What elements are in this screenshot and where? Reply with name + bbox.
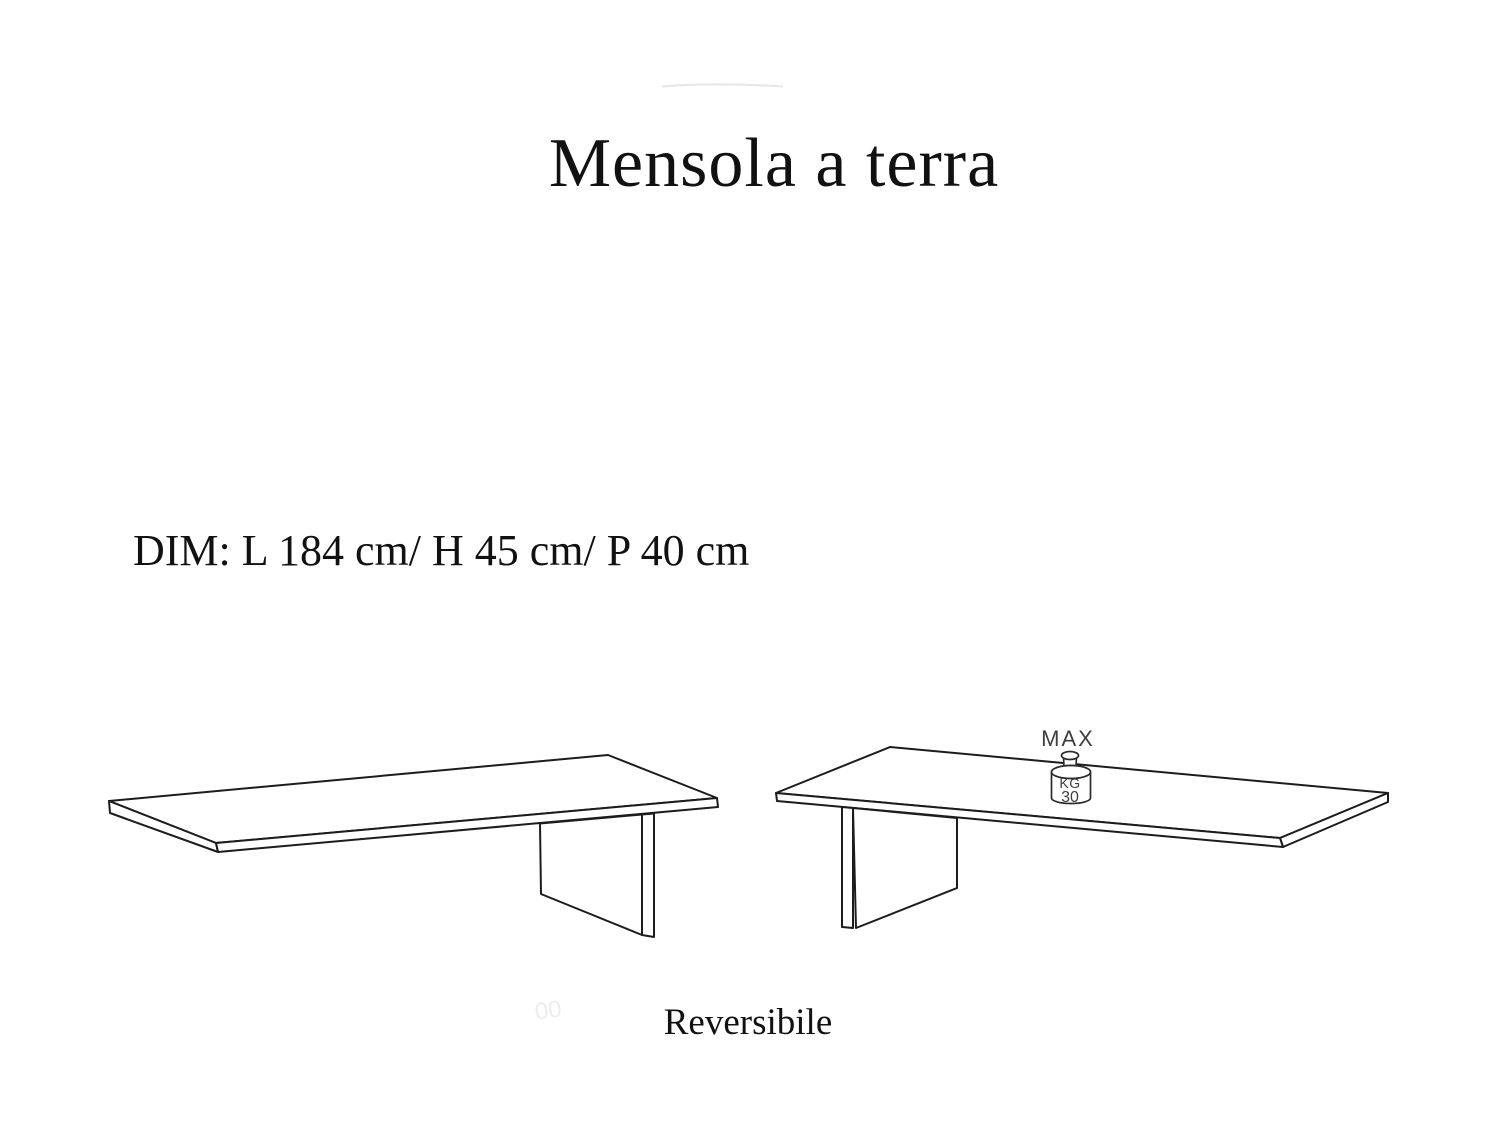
- shelf-leg-face: [540, 815, 642, 936]
- page-title: Mensola a terra: [548, 125, 1000, 202]
- shelf-leg-edge: [842, 807, 853, 928]
- shelf-leg-face: [853, 808, 957, 928]
- left-shelf-drawing: [109, 755, 718, 937]
- shelf-leg-edge: [642, 814, 654, 938]
- artifact-watermark: 00: [533, 995, 564, 1026]
- artifact-line: [662, 84, 783, 86]
- weight-max-label: MAX: [1041, 726, 1095, 751]
- weight-unit-label: KG: [1059, 775, 1081, 791]
- dimensions-label: DIM: L 184 cm/ H 45 cm/ P 40 cm: [133, 526, 750, 575]
- weight-value-label: 30: [1061, 789, 1079, 806]
- weight-knob-top: [1062, 752, 1079, 760]
- footer-label: Reversibile: [663, 1002, 833, 1043]
